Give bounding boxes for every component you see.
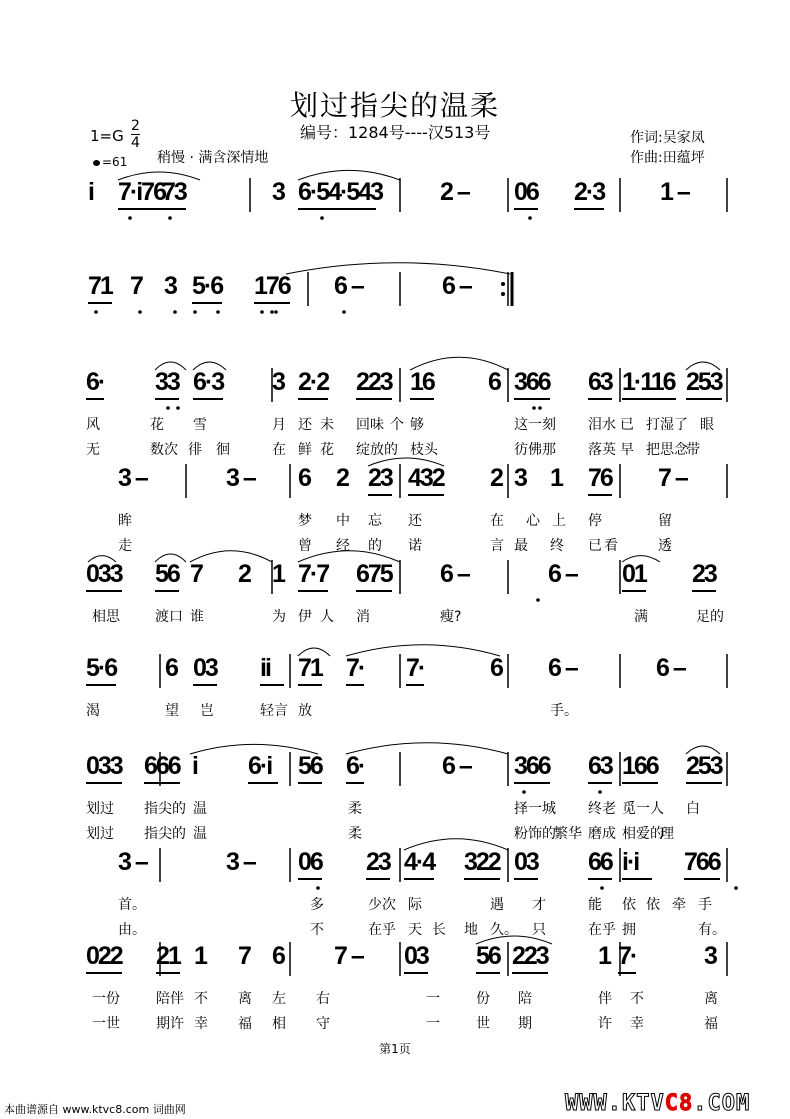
lyric-verse2: 划过 <box>86 826 114 842</box>
note-group: 166 <box>622 752 658 780</box>
note-group: 1 <box>550 464 562 492</box>
note-group: 2 – <box>440 178 469 206</box>
lyric-verse1: 一 <box>426 991 440 1007</box>
lyric-verse2: 福 <box>238 1016 252 1032</box>
note-group: 3 – <box>226 464 255 492</box>
octave-dot <box>173 310 177 314</box>
note-group: 1 <box>272 560 284 588</box>
tempo-marking <box>93 155 127 169</box>
lyric-verse2: 经 <box>336 538 350 554</box>
serial-number: 编号：1284号----汉513号 <box>300 123 491 142</box>
lyric-verse1: 个 <box>390 417 404 433</box>
note-group: 1 – <box>660 178 689 206</box>
note-group: 022 <box>86 942 122 970</box>
octave-dot <box>138 310 142 314</box>
lyric-verse2: 温 <box>193 826 207 842</box>
lyric-verse1: 伴 <box>598 991 612 1007</box>
octave-dot <box>598 790 602 794</box>
lyric-verse2: 带 <box>686 442 700 458</box>
note-group: 71 <box>88 272 112 300</box>
note-group: 6 – <box>440 560 469 588</box>
octave-dot <box>528 216 532 220</box>
octave-dot <box>522 790 526 794</box>
note-group: 6·54·543 <box>298 178 383 206</box>
octave-dot <box>128 216 132 220</box>
note-group: 6 – <box>442 272 471 300</box>
lyric-verse2: 在乎 <box>588 922 616 938</box>
lyric-verse2: 幸 <box>194 1016 208 1032</box>
lyric-verse1: 停 <box>588 513 602 529</box>
composer: 作曲:田蕴坪 <box>630 150 705 166</box>
note-group: 3 – <box>226 848 255 876</box>
lyric-verse1: 相思 <box>92 609 120 625</box>
lyric-verse2: 已 <box>588 538 602 554</box>
time-sig-top: 2 <box>131 118 140 134</box>
lyric-verse2: 守 <box>316 1016 330 1032</box>
lyric-verse1: 划过 <box>86 801 114 817</box>
note-group: 322 <box>464 848 500 876</box>
lyric-verse2: 期 <box>518 1016 532 1032</box>
lyric-verse2: 花 <box>320 442 334 458</box>
lyric-verse2: 相 <box>272 1016 286 1032</box>
note-group: 366 <box>514 752 550 780</box>
lyric-verse2: 长 <box>432 922 446 938</box>
score-row <box>0 848 790 938</box>
lyric-verse1: 还 <box>298 417 312 433</box>
note-group: 176 <box>254 272 290 300</box>
watermark-part-b: C8 <box>664 1091 694 1116</box>
lyric-verse1: 指尖的 <box>144 801 186 817</box>
lyric-verse1: 柔 <box>348 801 362 817</box>
key-signature: 1=G <box>90 127 124 145</box>
lyric-verse1: 泪水 <box>588 417 616 433</box>
lyric-verse1: 牵 <box>672 897 686 913</box>
lyric-verse2: 久。 <box>490 922 518 938</box>
lyric-verse1: 离 <box>704 991 718 1007</box>
lyric-verse2: 早 <box>620 442 634 458</box>
note-group: 766 <box>684 848 720 876</box>
note-group: 63 <box>588 752 612 780</box>
score-row <box>0 752 790 842</box>
lyric-verse1: 为 <box>272 609 286 625</box>
expression-marking: 稍慢 · 满含深情地 <box>157 150 269 166</box>
lyric-verse2: 许 <box>598 1016 612 1032</box>
note-group: 432 <box>408 464 444 492</box>
note-group: 2·2 <box>298 368 329 396</box>
note-group: 7 <box>130 272 142 300</box>
note-group: 63 <box>588 368 612 396</box>
lyric-verse1: 留 <box>658 513 672 529</box>
score-row <box>0 272 790 312</box>
note-group: 56 <box>298 752 322 780</box>
tempo-value: =61 <box>102 155 128 169</box>
octave-dot <box>176 406 180 410</box>
score-row <box>0 178 790 218</box>
note-group: 6 <box>272 942 284 970</box>
score-row <box>0 560 790 625</box>
lyric-verse1: 人 <box>320 609 334 625</box>
lyric-verse1: 瘦? <box>440 609 462 625</box>
octave-dot <box>274 310 278 314</box>
note-group: 2 <box>238 560 250 588</box>
octave-dot <box>532 406 536 410</box>
lyric-verse2: 走 <box>118 538 132 554</box>
lyric-verse2: 看 <box>604 538 618 554</box>
lyric-verse1: 风 <box>86 417 100 433</box>
lyric-verse1: 伊 <box>298 609 312 625</box>
lyric-verse2: 理 <box>660 826 674 842</box>
lyric-verse1: 陪 <box>518 991 532 1007</box>
note-group: 033 <box>86 560 122 588</box>
lyric-verse1: 才 <box>532 897 546 913</box>
lyric-verse1: 已 <box>620 417 634 433</box>
octave-dot <box>734 886 738 890</box>
octave-dot <box>342 310 346 314</box>
lyric-verse2: 期许 <box>156 1016 184 1032</box>
lyric-verse2: 枝头 <box>410 442 438 458</box>
lyric-verse2: 最 <box>514 538 528 554</box>
lyric-verse2: 鲜 <box>298 442 312 458</box>
note-group: 253 <box>686 752 722 780</box>
lyric-verse1: 轻言 <box>260 703 288 719</box>
lyric-verse1: 觅一人 <box>622 801 664 817</box>
lyric-verse2: 一世 <box>92 1016 120 1032</box>
page-title: 划过指尖的温柔 <box>289 89 500 122</box>
watermark-part-a: WWW.KTV <box>565 1091 665 1116</box>
note-group: 71 <box>298 654 322 682</box>
note-group: 7 – <box>658 464 687 492</box>
lyric-verse1: 回味 <box>356 417 384 433</box>
lyric-verse1: 花 <box>150 417 164 433</box>
note-group: 666 <box>144 752 180 780</box>
watermark-part-c: .COM <box>693 1091 751 1116</box>
lyric-verse2: 在乎 <box>368 922 396 938</box>
lyric-verse2: 世 <box>476 1016 490 1032</box>
note-group: 23 <box>368 464 392 492</box>
note-group: 7 – <box>334 942 363 970</box>
lyric-verse2: 拥 <box>622 922 636 938</box>
lyric-verse2: 繁华 <box>554 826 582 842</box>
lyric-verse1: 终老 <box>588 801 616 817</box>
octave-dot <box>538 406 542 410</box>
octave-dot <box>536 598 540 602</box>
note-group: 223 <box>512 942 548 970</box>
lyric-verse1: 梦 <box>298 513 312 529</box>
lyric-verse1: 依 <box>622 897 636 913</box>
lyric-verse2: 无 <box>86 442 100 458</box>
lyric-verse1: 择一城 <box>514 801 556 817</box>
lyric-verse1: 消 <box>356 609 370 625</box>
note-group: 76 <box>588 464 612 492</box>
lyric-verse1: 未 <box>320 417 334 433</box>
lyric-verse1: 还 <box>408 513 422 529</box>
note-group: 033 <box>86 752 122 780</box>
score-row <box>0 654 790 719</box>
lyric-verse1: 不 <box>194 991 208 1007</box>
octave-dot <box>168 216 172 220</box>
lyric-verse1: 在 <box>490 513 504 529</box>
lyric-verse1: 望 <box>165 703 179 719</box>
note-group: 223 <box>356 368 392 396</box>
note-group: 6 – <box>548 654 577 682</box>
lyric-verse1: 谁 <box>190 609 204 625</box>
note-group: 7· <box>346 654 365 682</box>
lyric-verse1: 右 <box>316 991 330 1007</box>
note-group: 6· <box>86 368 105 396</box>
lyric-verse2: 言 <box>490 538 504 554</box>
octave-dot <box>216 310 220 314</box>
note-group: 73 <box>162 178 186 206</box>
note-group: 03 <box>514 848 538 876</box>
note-group: 2 <box>336 464 348 492</box>
note-group: 1·116 <box>622 368 675 396</box>
time-signature <box>131 118 140 151</box>
lyric-verse1: 一份 <box>92 991 120 1007</box>
score-row <box>0 464 790 554</box>
lyric-verse2: 福 <box>704 1016 718 1032</box>
note-group: 3 <box>164 272 176 300</box>
note-group: 16 <box>410 368 434 396</box>
lyric-verse2: 把思念 <box>646 442 688 458</box>
note-group: 06 <box>298 848 322 876</box>
slur <box>190 551 272 562</box>
lyric-verse2: 只 <box>532 922 546 938</box>
note-group: 6· <box>346 752 365 780</box>
lyric-verse2: 磨成 <box>588 826 616 842</box>
note-group: i <box>88 178 93 206</box>
lyric-verse2: 落英 <box>588 442 616 458</box>
source-note: 本曲谱源自 www.ktvc8.com 词曲网 <box>4 1103 186 1116</box>
lyric-verse1: 眸 <box>118 513 132 529</box>
lyric-verse2: 一 <box>426 1016 440 1032</box>
note-group: 6 <box>298 464 310 492</box>
lyric-verse2: 透 <box>658 538 672 554</box>
lyric-verse1: 岂 <box>200 703 214 719</box>
lyric-verse1: 心 <box>526 513 540 529</box>
lyric-verse2: 不 <box>310 922 324 938</box>
lyric-verse1: 能 <box>588 897 602 913</box>
lyric-verse1: 雪 <box>193 417 207 433</box>
lyric-verse1: 渡口 <box>155 609 183 625</box>
quarter-note-icon <box>93 160 100 166</box>
lyric-verse2: 的 <box>368 538 382 554</box>
lyric-verse2: 相爱的 <box>622 826 664 842</box>
note-group: 7 <box>190 560 202 588</box>
note-group: 21 <box>156 942 180 970</box>
note-group: i·i <box>622 848 639 876</box>
note-group: 01 <box>622 560 646 588</box>
lyric-verse2: 柔 <box>348 826 362 842</box>
lyric-verse1: 中 <box>336 513 350 529</box>
lyric-verse2: 由。 <box>118 922 146 938</box>
lyric-verse1: 上 <box>552 513 566 529</box>
note-group: 1 <box>194 942 206 970</box>
note-group: 1 <box>598 942 610 970</box>
note-group: 03 <box>404 942 428 970</box>
note-group: 23 <box>692 560 716 588</box>
octave-dot <box>270 310 274 314</box>
note-group: 6 – <box>334 272 363 300</box>
lyric-verse2: 有。 <box>698 922 726 938</box>
slur <box>346 743 508 754</box>
lyric-verse1: 遇 <box>490 897 504 913</box>
lyric-verse1: 手。 <box>550 703 578 719</box>
note-group: 56 <box>476 942 500 970</box>
lyric-verse1: 少次 <box>368 897 396 913</box>
note-group: 06 <box>514 178 538 206</box>
note-group: 3 <box>514 464 526 492</box>
lyric-verse1: 手 <box>698 897 712 913</box>
note-group: 3 – <box>118 848 147 876</box>
row-markings <box>0 272 790 312</box>
time-sig-bottom: 4 <box>131 135 140 151</box>
lyric-verse1: 际 <box>408 897 422 913</box>
lyric-verse1: 月 <box>272 417 286 433</box>
note-group: 6 <box>165 654 177 682</box>
lyric-verse1: 放 <box>298 703 312 719</box>
octave-dot <box>193 310 197 314</box>
lyric-verse1: 温 <box>193 801 207 817</box>
octave-dot <box>600 886 604 890</box>
note-group: 2 <box>490 464 502 492</box>
note-group: 253 <box>686 368 722 396</box>
note-group: ii <box>260 654 270 682</box>
score-row <box>0 368 790 458</box>
lyric-verse1: 陪伴 <box>156 991 184 1007</box>
lyric-verse1: 份 <box>476 991 490 1007</box>
note-group: 5·6 <box>86 654 117 682</box>
lyric-verse1: 渴 <box>86 703 100 719</box>
note-group: 6·i <box>248 752 272 780</box>
note-group: 3 <box>272 178 284 206</box>
lyric-verse2: 诺 <box>408 538 422 554</box>
lyric-verse1: 离 <box>238 991 252 1007</box>
lyric-verse1: 不 <box>630 991 644 1007</box>
note-group: 3 – <box>118 464 147 492</box>
note-group: 56 <box>155 560 179 588</box>
lyric-verse1: 左 <box>272 991 286 1007</box>
note-group: 366 <box>514 368 550 396</box>
lyric-verse1: 够 <box>410 417 424 433</box>
lyric-verse1: 白 <box>686 801 700 817</box>
lyric-verse2: 天 <box>408 922 422 938</box>
lyric-verse1: 多 <box>310 897 324 913</box>
lyric-verse2: 曾 <box>298 538 312 554</box>
lyric-verse2: 绽放的 <box>356 442 398 458</box>
note-group: 66 <box>588 848 612 876</box>
note-group: 6 – <box>442 752 471 780</box>
octave-dot <box>316 886 320 890</box>
note-group: 2·3 <box>574 178 605 206</box>
note-group: 23 <box>366 848 390 876</box>
note-group: 675 <box>356 560 392 588</box>
octave-dot <box>166 406 170 410</box>
lyric-verse2: 彷佛那 <box>514 442 556 458</box>
lyric-verse2: 粉饰的 <box>514 826 556 842</box>
note-group: i <box>192 752 197 780</box>
lyric-verse2: 徘 <box>188 442 202 458</box>
page-number: 第1页 <box>379 1042 411 1056</box>
lyric-verse1: 眼 <box>700 417 714 433</box>
note-group: 6 – <box>548 560 577 588</box>
note-group: 03 <box>193 654 217 682</box>
score-row <box>0 942 790 1032</box>
repeat-sign <box>501 272 512 306</box>
lyric-verse2: 徊 <box>216 442 230 458</box>
note-group: 4·4 <box>404 848 435 876</box>
lyric-verse1: 足的 <box>696 609 724 625</box>
note-group: 6 <box>490 654 502 682</box>
note-group: 6 <box>488 368 500 396</box>
lyric-verse2: 幸 <box>630 1016 644 1032</box>
lyric-verse1: 满 <box>634 609 648 625</box>
slur <box>286 263 510 274</box>
watermark-logo <box>565 1091 750 1116</box>
lyric-verse2: 终 <box>550 538 564 554</box>
lyric-verse1: 忘 <box>368 513 382 529</box>
note-group: 7 <box>238 942 250 970</box>
note-group: 6·3 <box>193 368 224 396</box>
note-group: 5·6 <box>192 272 223 300</box>
octave-dot <box>320 216 324 220</box>
note-group: 3 <box>272 368 284 396</box>
note-group: 33 <box>155 368 179 396</box>
note-group: 7· <box>406 654 425 682</box>
octave-dot <box>260 310 264 314</box>
lyric-verse1: 打湿了 <box>646 417 688 433</box>
note-group: 6 – <box>656 654 685 682</box>
lyric-verse2: 地 <box>464 922 478 938</box>
note-group: 3 <box>704 942 716 970</box>
lyric-verse1: 依 <box>646 897 660 913</box>
lyric-verse2: 指尖的 <box>144 826 186 842</box>
note-group: 7·i76 <box>118 178 165 206</box>
lyric-verse1: 首。 <box>118 897 146 913</box>
lyric-verse2: 数次 <box>150 442 178 458</box>
note-group: 7· <box>618 942 637 970</box>
note-group: 7·7 <box>298 560 329 588</box>
lyric-verse1: 这一刻 <box>514 417 556 433</box>
lyricist: 作词:吴家凤 <box>630 130 705 146</box>
octave-dot <box>94 310 98 314</box>
lyric-verse2: 在 <box>272 442 286 458</box>
